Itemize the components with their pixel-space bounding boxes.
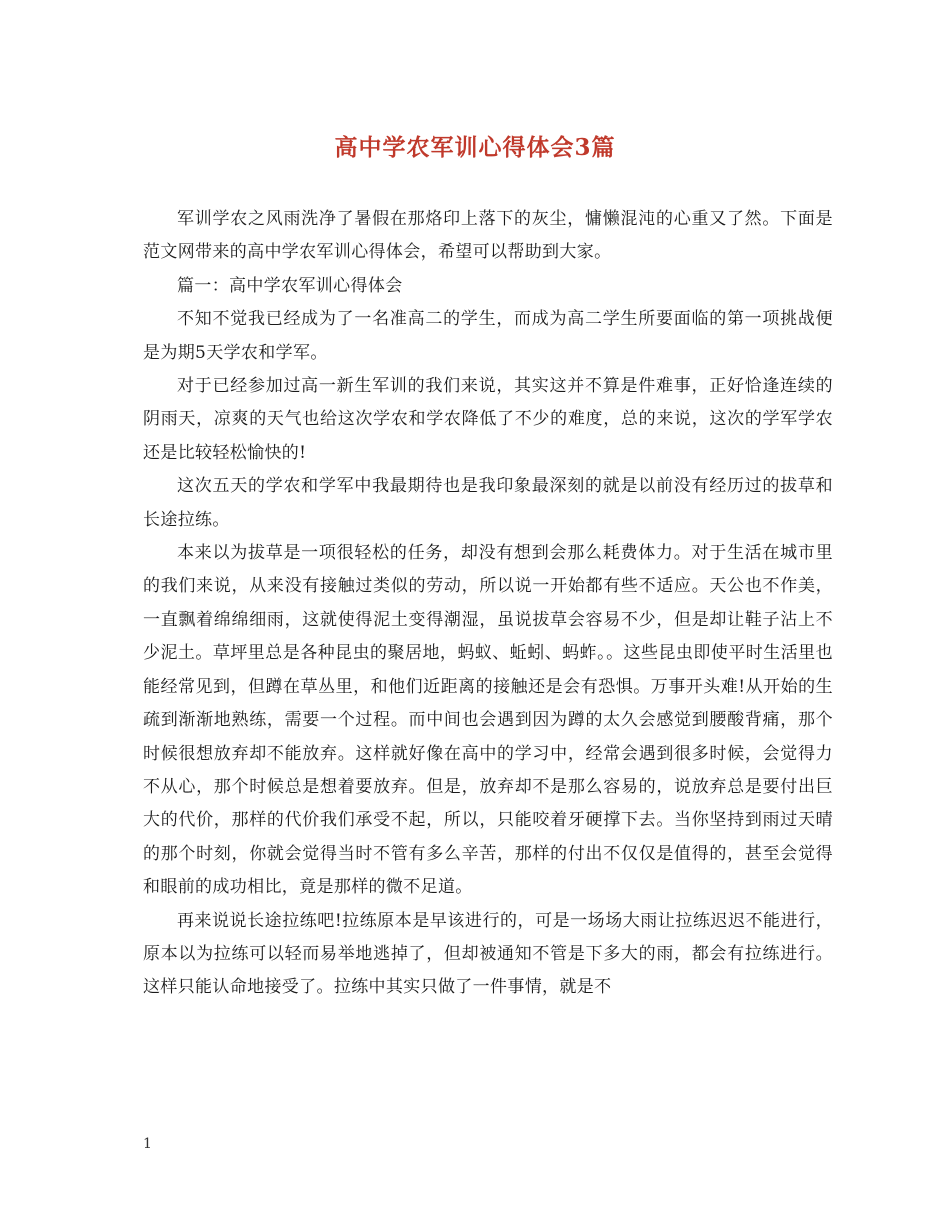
paragraph: 再来说说长途拉练吧!拉练原本是早该进行的，可是一场场大雨让拉练迟迟不能进行，原本以为拉练可以轻而易举地逃掉了，但却被通知不管是下多大的雨，都会有拉练进行。这样只能认命地接受了。拉练中其实只做了一件事情，就是不 <box>143 910 833 998</box>
document-title: 高中学农军训心得体会3篇 <box>334 134 616 161</box>
paragraph-intro: 军训学农之风雨洗净了暑假在那烙印上落下的灰尘，慵懒混沌的心重又了然。下面是范文网带来的高中学农军训心得体会，希望可以帮助到大家。 <box>143 209 833 263</box>
paragraph: 这次五天的学农和学军中我最期待也是我印象最深刻的就是以前没有经历过的拔草和长途拉练。 <box>143 476 833 530</box>
paragraph: 不知不觉我已经成为了一名准高二的学生，而成为高二学生所要面临的第一项挑战便是为期5天学农和学军。 <box>143 309 833 363</box>
paragraph: 对于已经参加过高一新生军训的我们来说，其实这并不算是件难事，正好恰逢连续的阴雨天，凉爽的天气也给这次学农和学农降低了不少的难度，总的来说，这次的学军学农还是比较轻松愉快的! <box>143 376 833 463</box>
paragraph: 本来以为拔草是一项很轻松的任务，却没有想到会那么耗费体力。对于生活在城市里的我们来说，从来没有接触过类似的劳动，所以说一开始都有些不适应。天公也不作美，一直飘着绵绵细雨，这就使得泥土变得潮湿，虽说拔草会容易不少，但是却让鞋子沾上不少泥土。草坪里总是各种昆虫的聚居地，蚂蚁、蚯蚓、蚂蚱。。这些昆虫即使平时生活里也能经常见到，但蹲在草丛里，和他们近距离的接触还是会有恐惧。万事开头难!从开始的生疏到渐渐地熟练，需要一个过程。而中间也会遇到因为蹲的太久会感觉到腰酸背痛，那个时候很想放弃却不能放弃。这样就好像在高中的学习中，经常会遇到很多时候，会觉得力不从心，那个时候总是想着要放弃。但是，放弃却不是那么容易的，说放弃总是要付出巨大的代价，那样的代价我们承受不起，所以，只能咬着牙硬撑下去。当你坚持到雨过天晴的那个时刻，你就会觉得当时不管有多么辛苦，那样的付出不仅仅是值得的，甚至会觉得和眼前的成功相比，竟是那样的微不足道。 <box>143 543 833 898</box>
document-body <box>143 203 833 1005</box>
page-number: 1 <box>143 1136 152 1152</box>
section-heading: 篇一：高中学农军训心得体会 <box>177 275 403 296</box>
